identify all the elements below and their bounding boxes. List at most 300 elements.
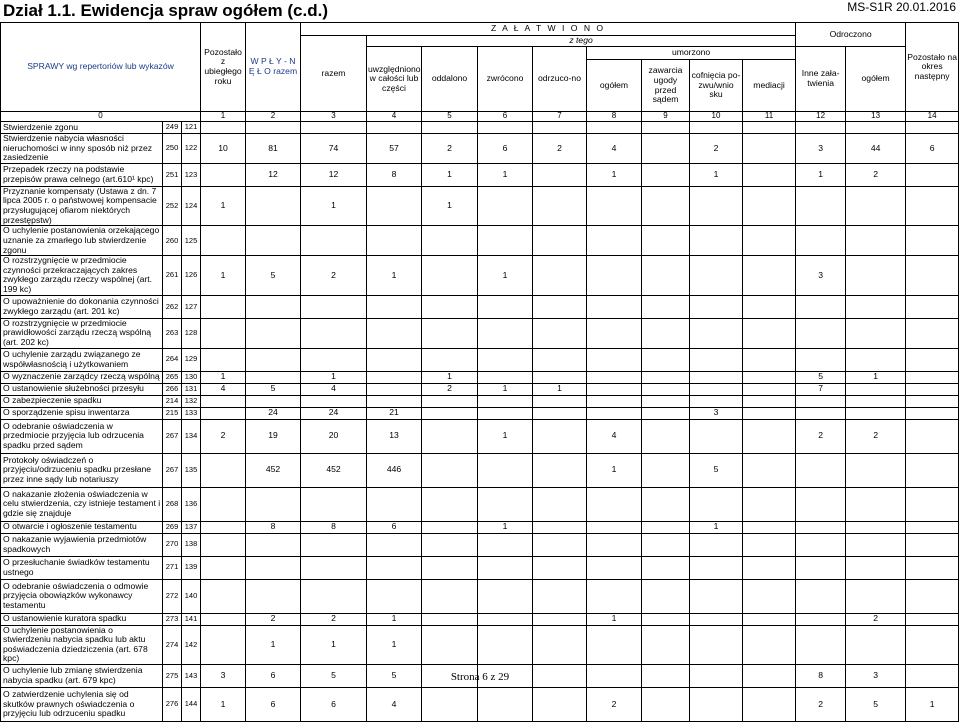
cell-value	[533, 453, 587, 487]
cell-value	[533, 186, 587, 226]
cell-value	[478, 625, 533, 665]
row-description: Przyznanie kompensaty (Ustawa z dn. 7 lipca 2005 r. o państwowej kompensacie przysługującej ofiarom niektórych przestępstw)	[1, 186, 163, 226]
row-line-number: 128	[182, 318, 201, 348]
cell-value	[301, 556, 367, 579]
cell-value	[743, 121, 796, 133]
cell-value	[422, 579, 478, 613]
cell-value	[367, 383, 422, 395]
row-line-number: 139	[182, 556, 201, 579]
cell-value	[906, 453, 959, 487]
row-description: O otwarcie i ogłoszenie testamentu	[1, 521, 163, 533]
table-row	[1, 419, 959, 453]
cell-value	[478, 226, 533, 256]
row-register-number: 271	[163, 556, 182, 579]
cell-value: 19	[246, 419, 301, 453]
col-number: 0	[1, 112, 201, 122]
row-line-number: 127	[182, 295, 201, 318]
col-number: 4	[367, 112, 422, 122]
cell-value	[846, 226, 906, 256]
cell-value	[246, 487, 301, 521]
header-inne: Inne zała-twienia	[796, 47, 846, 112]
row-description: O uchylenie zarządu związanego ze współwłasnością i użytkowaniem	[1, 348, 163, 371]
row-line-number: 121	[182, 121, 201, 133]
cell-value: 1	[478, 163, 533, 186]
cell-value	[846, 579, 906, 613]
table-row	[1, 318, 959, 348]
cell-value: 6	[246, 688, 301, 722]
cell-value	[367, 121, 422, 133]
cell-value	[367, 318, 422, 348]
cell-value	[690, 226, 743, 256]
cell-value: 1	[796, 163, 846, 186]
cell-value: 8	[301, 521, 367, 533]
col-number: 10	[690, 112, 743, 122]
row-register-number: 267	[163, 453, 182, 487]
row-line-number: 126	[182, 256, 201, 296]
col-number: 12	[796, 112, 846, 122]
cell-value	[743, 419, 796, 453]
cell-value	[201, 579, 246, 613]
header-cofniecia: cofnięcia po-zwu/wnio sku	[690, 60, 743, 112]
table-row	[1, 533, 959, 556]
cell-value	[642, 256, 690, 296]
row-register-number: 273	[163, 613, 182, 625]
row-line-number: 122	[182, 133, 201, 163]
cell-value: 1	[690, 521, 743, 533]
cell-value	[533, 226, 587, 256]
cell-value	[367, 348, 422, 371]
cell-value	[690, 348, 743, 371]
cell-value: 3	[690, 407, 743, 419]
table-row	[1, 256, 959, 296]
cell-value: 2	[846, 163, 906, 186]
cell-value	[422, 395, 478, 407]
table-row	[1, 186, 959, 226]
cell-value: 4	[201, 383, 246, 395]
cell-value: 4	[587, 133, 642, 163]
form-code: MS-S1R 20.01.2016	[847, 0, 956, 14]
cell-value	[246, 226, 301, 256]
row-register-number: 250	[163, 133, 182, 163]
cell-value	[478, 186, 533, 226]
cell-value	[690, 625, 743, 665]
row-register-number: 270	[163, 533, 182, 556]
header-umorzono: umorzono	[587, 47, 796, 60]
row-description: O nakazanie złożenia oświadczenia w celu stwierdzenia, czy istnieje testament i gdzie się znajduje	[1, 487, 163, 521]
cell-value	[201, 226, 246, 256]
cell-value	[533, 395, 587, 407]
cell-value	[690, 579, 743, 613]
cell-value: 13	[367, 419, 422, 453]
cell-value	[533, 533, 587, 556]
cell-value	[246, 533, 301, 556]
cell-value: 7	[796, 383, 846, 395]
cell-value: 8	[246, 521, 301, 533]
cell-value	[796, 395, 846, 407]
row-line-number: 138	[182, 533, 201, 556]
table-row	[1, 295, 959, 318]
cell-value: 5	[246, 383, 301, 395]
row-register-number: 267	[163, 419, 182, 453]
cell-value	[301, 395, 367, 407]
row-line-number: 141	[182, 613, 201, 625]
cell-value: 2	[301, 613, 367, 625]
cell-value: 1	[367, 625, 422, 665]
row-register-number: 268	[163, 487, 182, 521]
cell-value	[690, 295, 743, 318]
row-register-number: 252	[163, 186, 182, 226]
cell-value: 8	[367, 163, 422, 186]
cell-value	[743, 295, 796, 318]
cell-value	[906, 371, 959, 383]
row-register-number: 265	[163, 371, 182, 383]
cell-value: 74	[301, 133, 367, 163]
cell-value	[796, 295, 846, 318]
cell-value: 21	[367, 407, 422, 419]
cell-value	[846, 348, 906, 371]
row-line-number: 144	[182, 688, 201, 722]
cell-value: 1	[367, 256, 422, 296]
cell-value: 4	[587, 419, 642, 453]
cell-value	[246, 556, 301, 579]
row-line-number: 140	[182, 579, 201, 613]
cell-value	[690, 487, 743, 521]
cell-value	[422, 533, 478, 556]
cell-value	[201, 556, 246, 579]
header-uwzglednino: uwzględniono w całości lub części	[367, 47, 422, 112]
row-description: Protokoły oświadczeń o przyjęciu/odrzuceniu spadku przesłane przez inne sądy lub notariuszy	[1, 453, 163, 487]
cell-value	[422, 419, 478, 453]
table-row	[1, 371, 959, 383]
cell-value	[743, 556, 796, 579]
cell-value: 3	[796, 256, 846, 296]
cell-value	[906, 121, 959, 133]
cell-value: 1	[587, 613, 642, 625]
header-umorzono-ogolem: ogółem	[587, 60, 642, 112]
row-description: O zabezpieczenie spadku	[1, 395, 163, 407]
cell-value	[301, 318, 367, 348]
cell-value	[301, 226, 367, 256]
row-line-number: 130	[182, 371, 201, 383]
col-number: 9	[642, 112, 690, 122]
cell-value: 1	[478, 256, 533, 296]
cell-value	[478, 613, 533, 625]
header-sprawy: SPRAWY wg repertoriów lub wykazów	[1, 23, 201, 112]
cell-value	[533, 371, 587, 383]
cell-value	[846, 256, 906, 296]
row-description: O nakazanie wyjawienia przedmiotów spadkowych	[1, 533, 163, 556]
cell-value	[906, 533, 959, 556]
cell-value	[846, 383, 906, 395]
cell-value	[906, 383, 959, 395]
cell-value	[906, 226, 959, 256]
cell-value	[201, 407, 246, 419]
cell-value	[587, 407, 642, 419]
row-line-number: 125	[182, 226, 201, 256]
cell-value	[422, 407, 478, 419]
cell-value	[587, 226, 642, 256]
col-number: 11	[743, 112, 796, 122]
row-description: O wyznaczenie zarządcy rzeczą wspólną	[1, 371, 163, 383]
table-row	[1, 625, 959, 665]
cell-value	[642, 613, 690, 625]
cell-value: 2	[246, 613, 301, 625]
row-register-number: 249	[163, 121, 182, 133]
table-row	[1, 348, 959, 371]
cell-value: 3	[796, 133, 846, 163]
table-row	[1, 395, 959, 407]
cell-value: 452	[246, 453, 301, 487]
cell-value	[422, 256, 478, 296]
cell-value	[846, 487, 906, 521]
cell-value: 1	[478, 383, 533, 395]
cell-value: 6	[906, 133, 959, 163]
table-row	[1, 133, 959, 163]
column-number-row	[1, 112, 959, 122]
page-title: Dział 1.1. Ewidencja spraw ogółem (c.d.)	[3, 1, 328, 20]
cell-value	[478, 395, 533, 407]
cell-value: 2	[846, 613, 906, 625]
cell-value	[846, 556, 906, 579]
cell-value	[743, 487, 796, 521]
cell-value	[906, 186, 959, 226]
cell-value	[743, 395, 796, 407]
cell-value: 24	[301, 407, 367, 419]
cell-value: 5	[246, 256, 301, 296]
cell-value	[301, 487, 367, 521]
cell-value: 1	[201, 371, 246, 383]
col-number: 7	[533, 112, 587, 122]
cell-value	[587, 318, 642, 348]
cell-value	[422, 121, 478, 133]
row-description: Przepadek rzeczy na podstawie przepisów prawa celnego (art.610¹ kpc)	[1, 163, 163, 186]
cell-value: 2	[690, 133, 743, 163]
cell-value	[743, 688, 796, 722]
cell-value	[743, 407, 796, 419]
row-description: O uchylenie postanowienia o stwierdzeniu nabycia spadku lub aktu poświadczenia dziedziczenia (art. 678 kpc)	[1, 625, 163, 665]
cell-value	[796, 613, 846, 625]
cell-value	[246, 121, 301, 133]
cell-value: 5	[796, 371, 846, 383]
cell-value	[246, 395, 301, 407]
cell-value	[533, 295, 587, 318]
cell-value	[743, 348, 796, 371]
row-line-number: 129	[182, 348, 201, 371]
cell-value: 1	[587, 163, 642, 186]
cell-value: 44	[846, 133, 906, 163]
cell-value: 2	[201, 419, 246, 453]
case-register-table	[0, 22, 959, 722]
cell-value	[201, 318, 246, 348]
cell-value	[642, 521, 690, 533]
cell-value	[201, 348, 246, 371]
cell-value: 12	[301, 163, 367, 186]
cell-value	[201, 395, 246, 407]
row-line-number: 134	[182, 419, 201, 453]
cell-value: 1	[846, 371, 906, 383]
cell-value	[743, 579, 796, 613]
cell-value	[642, 419, 690, 453]
cell-value: 1	[478, 521, 533, 533]
row-line-number: 132	[182, 395, 201, 407]
cell-value: 1	[301, 371, 367, 383]
cell-value	[201, 533, 246, 556]
cell-value	[587, 186, 642, 226]
cell-value	[796, 625, 846, 665]
col-number: 14	[906, 112, 959, 122]
cell-value: 452	[301, 453, 367, 487]
row-register-number: 272	[163, 579, 182, 613]
cell-value	[533, 256, 587, 296]
cell-value	[533, 318, 587, 348]
table-row	[1, 579, 959, 613]
cell-value: 5	[301, 665, 367, 688]
cell-value	[422, 625, 478, 665]
cell-value	[367, 226, 422, 256]
row-line-number: 135	[182, 453, 201, 487]
header-odroczono: Odroczono	[796, 23, 906, 47]
cell-value	[367, 395, 422, 407]
cell-value	[743, 521, 796, 533]
cell-value	[422, 613, 478, 625]
cell-value	[743, 256, 796, 296]
cell-value	[690, 371, 743, 383]
row-register-number: 262	[163, 295, 182, 318]
cell-value: 1	[690, 163, 743, 186]
row-register-number: 260	[163, 226, 182, 256]
cell-value	[587, 395, 642, 407]
row-line-number: 142	[182, 625, 201, 665]
cell-value	[743, 163, 796, 186]
cell-value: 1	[246, 625, 301, 665]
cell-value: 1	[367, 613, 422, 625]
page-footer: Strona 6 z 29	[450, 671, 510, 683]
cell-value	[642, 579, 690, 613]
cell-value	[846, 625, 906, 665]
cell-value: 1	[533, 383, 587, 395]
cell-value	[690, 533, 743, 556]
cell-value	[201, 163, 246, 186]
table-row	[1, 613, 959, 625]
table-row	[1, 521, 959, 533]
cell-value	[533, 407, 587, 419]
cell-value: 1	[201, 688, 246, 722]
row-register-number: 266	[163, 383, 182, 395]
cell-value	[533, 348, 587, 371]
cell-value: 6	[367, 521, 422, 533]
cell-value	[367, 295, 422, 318]
cell-value	[906, 295, 959, 318]
cell-value	[743, 133, 796, 163]
cell-value	[478, 453, 533, 487]
cell-value: 5	[690, 453, 743, 487]
cell-value	[301, 295, 367, 318]
row-description: O odebranie oświadczenia w przedmiocie przyjęcia lub odrzucenia spadku przed sądem	[1, 419, 163, 453]
cell-value	[367, 556, 422, 579]
cell-value	[533, 163, 587, 186]
cell-value	[301, 348, 367, 371]
cell-value	[301, 579, 367, 613]
cell-value: 3	[846, 665, 906, 688]
cell-value: 1	[201, 186, 246, 226]
cell-value	[796, 533, 846, 556]
cell-value	[367, 487, 422, 521]
row-line-number: 133	[182, 407, 201, 419]
cell-value	[587, 625, 642, 665]
cell-value	[690, 256, 743, 296]
cell-value	[906, 163, 959, 186]
col-number: 3	[301, 112, 367, 122]
header-odr-ogolem: ogółem	[846, 47, 906, 112]
header-razem: razem	[301, 36, 367, 112]
row-line-number: 131	[182, 383, 201, 395]
cell-value	[846, 318, 906, 348]
cell-value	[367, 186, 422, 226]
table-body	[1, 121, 959, 721]
row-description: Stwierdzenie nabycia własności nieruchomości w inny sposób niż przez zasiedzenie	[1, 133, 163, 163]
cell-value	[796, 318, 846, 348]
cell-value	[642, 383, 690, 395]
cell-value	[846, 395, 906, 407]
cell-value: 6	[301, 688, 367, 722]
cell-value: 6	[246, 665, 301, 688]
cell-value	[422, 556, 478, 579]
cell-value	[533, 121, 587, 133]
cell-value: 1	[201, 256, 246, 296]
cell-value: 2	[422, 383, 478, 395]
cell-value: 2	[796, 688, 846, 722]
row-line-number: 137	[182, 521, 201, 533]
cell-value: 1	[301, 186, 367, 226]
cell-value	[690, 318, 743, 348]
cell-value	[690, 383, 743, 395]
cell-value: 2	[533, 133, 587, 163]
cell-value: 2	[796, 419, 846, 453]
cell-value	[201, 625, 246, 665]
cell-value	[478, 688, 533, 722]
row-description: O ustanowienie służebności przesyłu	[1, 383, 163, 395]
table-row	[1, 556, 959, 579]
cell-value	[796, 186, 846, 226]
header-pozostalo-prev: Pozostało z ubiegłego roku	[201, 23, 246, 112]
cell-value	[422, 295, 478, 318]
cell-value: 2	[846, 419, 906, 453]
cell-value	[587, 487, 642, 521]
cell-value: 2	[587, 688, 642, 722]
cell-value	[642, 625, 690, 665]
row-description: O odebranie oświadczenia o odmowie przyjęcia obowiązków wykonawcy testamentu	[1, 579, 163, 613]
row-description: O rozstrzygnięcie w przedmiocie czynności przekraczających zakres zwykłego zarządu rzeczy wspólnej (art. 199 kc)	[1, 256, 163, 296]
cell-value	[246, 579, 301, 613]
cell-value	[796, 521, 846, 533]
cell-value	[642, 487, 690, 521]
cell-value	[587, 521, 642, 533]
cell-value	[201, 613, 246, 625]
cell-value	[642, 688, 690, 722]
row-description: O rozstrzygnięcie w przedmiocie prawidłowości zarządu rzeczą wspólną (art. 202 kc)	[1, 318, 163, 348]
table-row	[1, 121, 959, 133]
cell-value	[743, 533, 796, 556]
row-description: O ustanowienie kuratora spadku	[1, 613, 163, 625]
cell-value	[533, 556, 587, 579]
row-register-number: 276	[163, 688, 182, 722]
cell-value	[422, 487, 478, 521]
cell-value	[533, 419, 587, 453]
cell-value	[743, 383, 796, 395]
cell-value	[796, 556, 846, 579]
cell-value: 8	[796, 665, 846, 688]
cell-value	[690, 121, 743, 133]
